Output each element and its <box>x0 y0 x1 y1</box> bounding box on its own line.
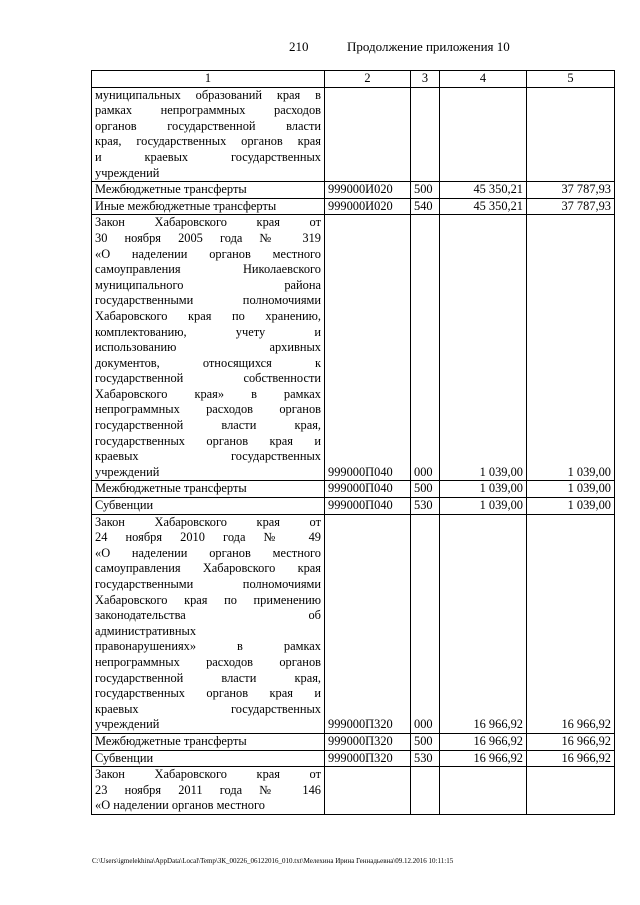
description-line: Межбюджетные трансферты <box>95 733 247 748</box>
row-target-code: 999000И020 <box>325 198 411 215</box>
row-target-code: 999000П320 <box>325 514 411 733</box>
description-line: Хабаровского края по применению <box>95 592 321 607</box>
row-amount-col4 <box>440 87 527 182</box>
table-row <box>92 215 615 481</box>
row-target-code <box>325 87 411 182</box>
description-line: 30 ноября 2005 года № 319 <box>95 230 321 245</box>
description-line: краевых государственных <box>95 701 321 716</box>
description-line: Закон Хабаровского края от <box>95 215 321 230</box>
row-amount-col4: 45 350,21 <box>440 198 527 215</box>
description-line: использованию архивных <box>95 340 321 355</box>
table-row <box>92 198 615 215</box>
row-description <box>92 215 325 481</box>
row-description <box>92 87 325 182</box>
row-expense-type: 000 <box>411 514 440 733</box>
description-line: комплектованию, учету и <box>95 324 321 339</box>
row-expense-type: 530 <box>411 498 440 515</box>
row-amount-col5: 16 966,92 <box>527 514 615 733</box>
description-line: муниципальных образований края в <box>95 87 321 102</box>
row-amount-col5: 37 787,93 <box>527 182 615 199</box>
row-description <box>92 182 325 199</box>
row-expense-type: 500 <box>411 182 440 199</box>
description-line: государственными полномочиями <box>95 577 321 591</box>
description-line: непрограммных расходов органов <box>95 654 321 669</box>
row-target-code <box>325 767 411 815</box>
row-description <box>92 733 325 750</box>
row-amount-col4: 45 350,21 <box>440 182 527 199</box>
column-header-4: 4 <box>440 71 527 88</box>
row-target-code: 999000П320 <box>325 750 411 767</box>
table-row <box>92 182 615 199</box>
row-expense-type <box>411 87 440 182</box>
description-line: учреждений <box>95 165 160 180</box>
row-description <box>92 481 325 498</box>
row-target-code: 999000П040 <box>325 498 411 515</box>
description-line: муниципального района <box>95 277 321 292</box>
table-row <box>92 87 615 182</box>
row-amount-col5: 1 039,00 <box>527 215 615 481</box>
column-header-3: 3 <box>411 71 440 88</box>
description-line: документов, относящихся к <box>95 355 321 370</box>
file-path-footer: C:\Users\igmelekhina\AppData\Local\Temp\ЗК_00226_06122016_010.txt\Мелехина Ирина Геннадьевна\09.12.2016 10:11:15 <box>92 857 454 865</box>
row-amount-col5: 16 966,92 <box>527 733 615 750</box>
description-line: правонарушениях» в рамках <box>95 639 321 654</box>
row-amount-col4: 16 966,92 <box>440 750 527 767</box>
table-row <box>92 498 615 515</box>
budget-table <box>91 70 615 815</box>
row-amount-col5 <box>527 767 615 815</box>
row-target-code: 999000И020 <box>325 182 411 199</box>
row-amount-col5: 1 039,00 <box>527 481 615 498</box>
description-line: самоуправления Хабаровского края <box>95 561 321 576</box>
row-target-code: 999000П040 <box>325 215 411 481</box>
row-amount-col4: 1 039,00 <box>440 215 527 481</box>
description-line: 24 ноября 2010 года № 49 <box>95 530 321 545</box>
description-line: Субвенции <box>95 498 154 513</box>
row-target-code: 999000П040 <box>325 481 411 498</box>
row-description <box>92 198 325 215</box>
description-line: 23 ноября 2011 года № 146 <box>95 782 321 797</box>
row-description <box>92 750 325 767</box>
row-description <box>92 514 325 733</box>
row-expense-type <box>411 767 440 815</box>
description-line: края, государственных органов края <box>95 134 321 149</box>
row-expense-type: 530 <box>411 750 440 767</box>
row-amount-col4: 1 039,00 <box>440 498 527 515</box>
description-line: Хабаровского края по хранению, <box>95 308 321 323</box>
description-line: государственными полномочиями <box>95 293 321 308</box>
row-description <box>92 767 325 815</box>
table-row <box>92 767 615 815</box>
description-line: учреждений <box>95 464 160 479</box>
description-line: государственной власти края, <box>95 670 321 685</box>
description-line: учреждений <box>95 717 160 732</box>
table-row <box>92 733 615 750</box>
row-amount-col5: 1 039,00 <box>527 498 615 515</box>
description-line: государственной собственности <box>95 371 321 386</box>
description-line: Субвенции <box>95 750 154 765</box>
description-line: «О наделении органов местного <box>95 798 265 813</box>
row-amount-col4: 16 966,92 <box>440 514 527 733</box>
description-line: краевых государственных <box>95 449 321 464</box>
description-line: законодательства об <box>95 608 321 623</box>
column-header-2: 2 <box>325 71 411 88</box>
row-amount-col5 <box>527 87 615 182</box>
description-line: Закон Хабаровского края от <box>95 514 321 529</box>
row-description <box>92 498 325 515</box>
description-line: «О наделении органов местного <box>95 246 321 261</box>
description-line: государственных органов края и <box>95 433 321 448</box>
page-header <box>0 39 640 59</box>
row-amount-col5: 37 787,93 <box>527 198 615 215</box>
row-target-code: 999000П320 <box>325 733 411 750</box>
appendix-title: Продолжение приложения 10 <box>347 39 510 54</box>
column-header-5: 5 <box>527 71 615 88</box>
column-numbers-row <box>92 71 615 88</box>
row-expense-type: 000 <box>411 215 440 481</box>
description-line: непрограммных расходов органов <box>95 402 321 417</box>
description-line: «О наделении органов местного <box>95 545 321 560</box>
description-line: Хабаровского края» в рамках <box>95 386 321 401</box>
description-line: Закон Хабаровского края от <box>95 767 321 782</box>
row-amount-col5: 16 966,92 <box>527 750 615 767</box>
description-line: рамках непрограммных расходов <box>95 103 321 118</box>
description-line: государственных органов края и <box>95 686 321 701</box>
description-line: Иные межбюджетные трансферты <box>95 198 277 213</box>
row-amount-col4: 16 966,92 <box>440 733 527 750</box>
row-amount-col4: 1 039,00 <box>440 481 527 498</box>
description-line: и краевых государственных <box>95 149 321 164</box>
row-expense-type: 500 <box>411 481 440 498</box>
row-amount-col4 <box>440 767 527 815</box>
page-number: 210 <box>289 39 309 54</box>
row-expense-type: 500 <box>411 733 440 750</box>
description-line: государственной власти края, <box>95 418 321 433</box>
description-line: административных <box>95 623 197 638</box>
table-row <box>92 750 615 767</box>
description-line: Межбюджетные трансферты <box>95 182 247 197</box>
table-row <box>92 481 615 498</box>
description-line: Межбюджетные трансферты <box>95 481 247 496</box>
description-line: органов государственной власти <box>95 118 321 133</box>
table-row <box>92 514 615 733</box>
description-line: самоуправления Николаевского <box>95 262 321 277</box>
row-expense-type: 540 <box>411 198 440 215</box>
column-header-1: 1 <box>92 71 325 88</box>
